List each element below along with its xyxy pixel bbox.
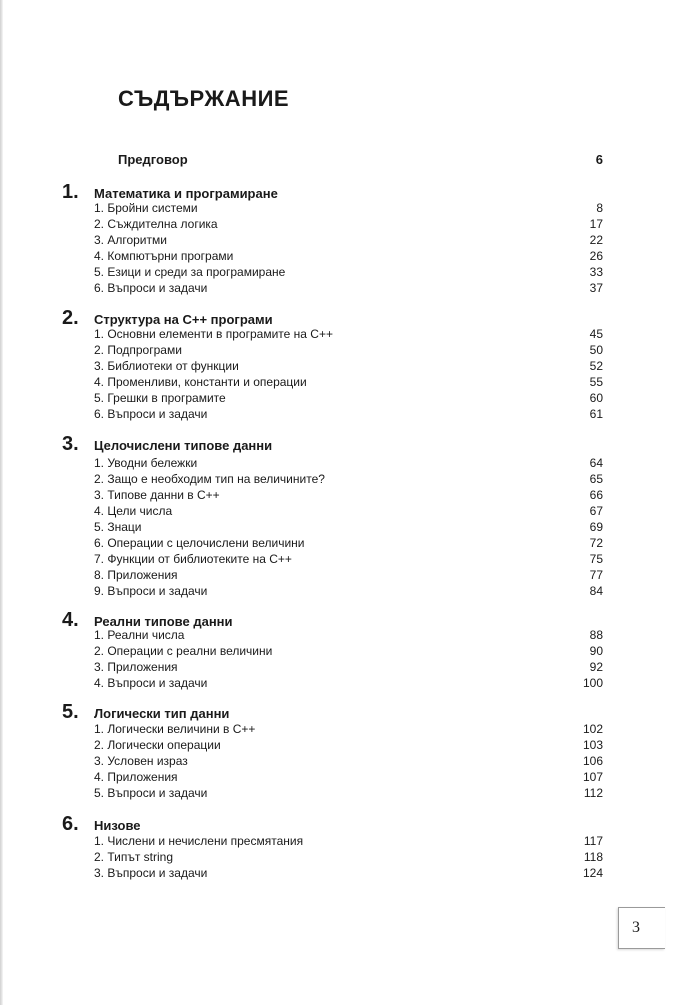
toc-entry-label: 1. Бройни системи <box>94 201 198 215</box>
toc-entry <box>94 737 603 753</box>
chapter-number: 5. <box>62 701 79 723</box>
toc-entry-page: 64 <box>589 456 603 470</box>
toc-entry-page: 8 <box>596 201 603 215</box>
toc-entry-label: 7. Функции от библиотеките на C++ <box>94 552 292 566</box>
toc-entry-page: 103 <box>582 738 603 752</box>
toc-entry-page: 92 <box>589 660 603 674</box>
toc-entry <box>94 216 603 232</box>
toc-entry <box>94 785 603 801</box>
toc-entry-label: 3. Алгоритми <box>94 233 167 247</box>
toc-entry <box>94 358 603 374</box>
toc-entry-label: 3. Типове данни в C++ <box>94 488 220 502</box>
toc-entry-label: 1. Реални числа <box>94 628 185 642</box>
toc-entry-label: 4. Въпроси и задачи <box>94 676 208 690</box>
toc-entry-page: 60 <box>589 391 603 405</box>
toc-entry <box>94 583 603 599</box>
toc-entry-page: 65 <box>589 472 603 486</box>
page-title: СЪДЪРЖАНИЕ <box>118 86 290 111</box>
toc-entry-page: 100 <box>582 676 603 690</box>
toc-entry-page: 66 <box>589 488 603 502</box>
toc-entry-page: 106 <box>582 754 603 768</box>
chapter-title: Математика и програмиране <box>94 186 278 201</box>
toc-entry-page: 77 <box>589 568 603 582</box>
toc-entry-page: 67 <box>589 504 603 518</box>
toc-entry-label: 3. Приложения <box>94 660 178 674</box>
chapter-number: 1. <box>62 181 79 203</box>
toc-entry-page: 52 <box>589 359 603 373</box>
toc-entry <box>94 406 603 422</box>
toc-entry-page: 6 <box>595 152 603 167</box>
page-number-tab <box>618 907 665 949</box>
toc-entry <box>94 487 603 503</box>
chapter-number: 4. <box>62 609 79 631</box>
toc-entry-label: 5. Знаци <box>94 520 142 534</box>
toc-entry-label: 6. Въпроси и задачи <box>94 281 208 295</box>
toc-entry-label: 1. Основни елементи в програмите на C++ <box>94 327 333 341</box>
toc-entry-page: 37 <box>589 281 603 295</box>
toc-entry <box>94 455 603 471</box>
toc-entry <box>94 248 603 264</box>
page-number: 3 <box>632 919 640 936</box>
page-edge <box>0 0 3 1005</box>
chapter-number: 3. <box>62 433 79 455</box>
chapter-title: Низове <box>94 818 141 833</box>
chapter-number: 6. <box>62 813 79 835</box>
toc-entry <box>94 567 603 583</box>
toc-entry-label: 3. Въпроси и задачи <box>94 866 208 880</box>
toc-entry <box>94 833 603 849</box>
toc-entry-label: 2. Типът string <box>94 850 174 864</box>
toc-entry-label: 6. Въпроси и задачи <box>94 407 208 421</box>
toc-entry <box>94 326 603 342</box>
toc-entry-label: 5. Въпроси и задачи <box>94 786 208 800</box>
toc-entry <box>94 627 603 643</box>
toc-entry <box>94 503 603 519</box>
toc-entry <box>94 551 603 567</box>
toc-entry-label: 1. Логически величини в C++ <box>94 722 256 736</box>
toc-entry-page: 118 <box>583 850 603 864</box>
toc-entry <box>94 659 603 675</box>
toc-entry-label: 2. Съждителна логика <box>94 217 218 231</box>
toc-entry-page: 26 <box>589 249 603 263</box>
chapter-heading <box>62 432 603 456</box>
toc-entry-page: 84 <box>589 584 603 598</box>
toc-entry-page: 88 <box>589 628 603 642</box>
toc-entry <box>94 535 603 551</box>
toc-entry-page: 55 <box>589 375 603 389</box>
toc-entry-page: 75 <box>589 552 603 566</box>
toc-entry-page: 69 <box>589 520 603 534</box>
toc-entry <box>94 643 603 659</box>
toc-entry-page: 112 <box>583 786 603 800</box>
toc-entry-label: 4. Компютърни програми <box>94 249 234 263</box>
chapter-title: Структура на C++ програми <box>94 312 273 327</box>
toc-entry-page: 90 <box>589 644 603 658</box>
chapter-title: Целочислени типове данни <box>94 438 273 453</box>
toc-entry-label: 2. Операции с реални величини <box>94 644 273 658</box>
toc-entry <box>94 374 603 390</box>
toc-entry <box>94 721 603 737</box>
toc-entry-page: 72 <box>589 536 603 550</box>
toc-entry-page: 102 <box>582 722 603 736</box>
toc-entry-label: 9. Въпроси и задачи <box>94 584 208 598</box>
toc-entry-label: 5. Езици и среди за програмиране <box>94 265 286 279</box>
toc-entry-page: 107 <box>582 770 603 784</box>
toc-entry-label: 2. Защо е необходим тип на величините? <box>94 472 325 486</box>
toc-entry <box>94 865 603 881</box>
chapter-number: 2. <box>62 307 79 329</box>
toc-entry-label: 1. Числени и нечислени пресмятания <box>94 834 304 848</box>
toc-entry-label: Предговор <box>118 152 188 167</box>
toc-entry <box>94 675 603 691</box>
toc-entry <box>94 471 603 487</box>
toc-entry-label: 3. Библиотеки от функции <box>94 359 239 373</box>
toc-entry-label: 8. Приложения <box>94 568 178 582</box>
toc-entry-page: 45 <box>589 327 603 341</box>
toc-entry-label: 2. Подпрограми <box>94 343 182 357</box>
toc-entry <box>94 519 603 535</box>
toc-entry-label: 6. Операции с целочислени величини <box>94 536 305 550</box>
toc-entry-label: 5. Грешки в програмите <box>94 391 226 405</box>
toc-entry <box>94 390 603 406</box>
toc-entry-label: 4. Цели числа <box>94 504 173 518</box>
toc-entry-page: 33 <box>589 265 603 279</box>
chapter-title: Реални типове данни <box>94 614 233 629</box>
toc-entry-preface <box>118 152 603 168</box>
toc-entry-label: 4. Променливи, константи и операции <box>94 375 307 389</box>
toc-entry-label: 1. Уводни бележки <box>94 456 198 470</box>
toc-entry-label: 3. Условен израз <box>94 754 188 768</box>
toc-entry-label: 2. Логически операции <box>94 738 221 752</box>
toc-entry-page: 22 <box>589 233 603 247</box>
toc-entry-page: 17 <box>589 217 603 231</box>
toc-entry-page: 50 <box>589 343 603 357</box>
toc-entry <box>94 753 603 769</box>
toc-entry <box>94 232 603 248</box>
toc-entry <box>94 342 603 358</box>
toc-entry-page: 117 <box>583 834 603 848</box>
toc-entry-label: 4. Приложения <box>94 770 178 784</box>
toc-entry-page: 124 <box>582 866 603 880</box>
toc-entry <box>94 264 603 280</box>
toc-entry <box>94 769 603 785</box>
toc-entry-page: 61 <box>589 407 603 421</box>
toc-entry <box>94 849 603 865</box>
chapter-title: Логически тип данни <box>94 706 230 721</box>
toc-entry <box>94 200 603 216</box>
toc-entry <box>94 280 603 296</box>
